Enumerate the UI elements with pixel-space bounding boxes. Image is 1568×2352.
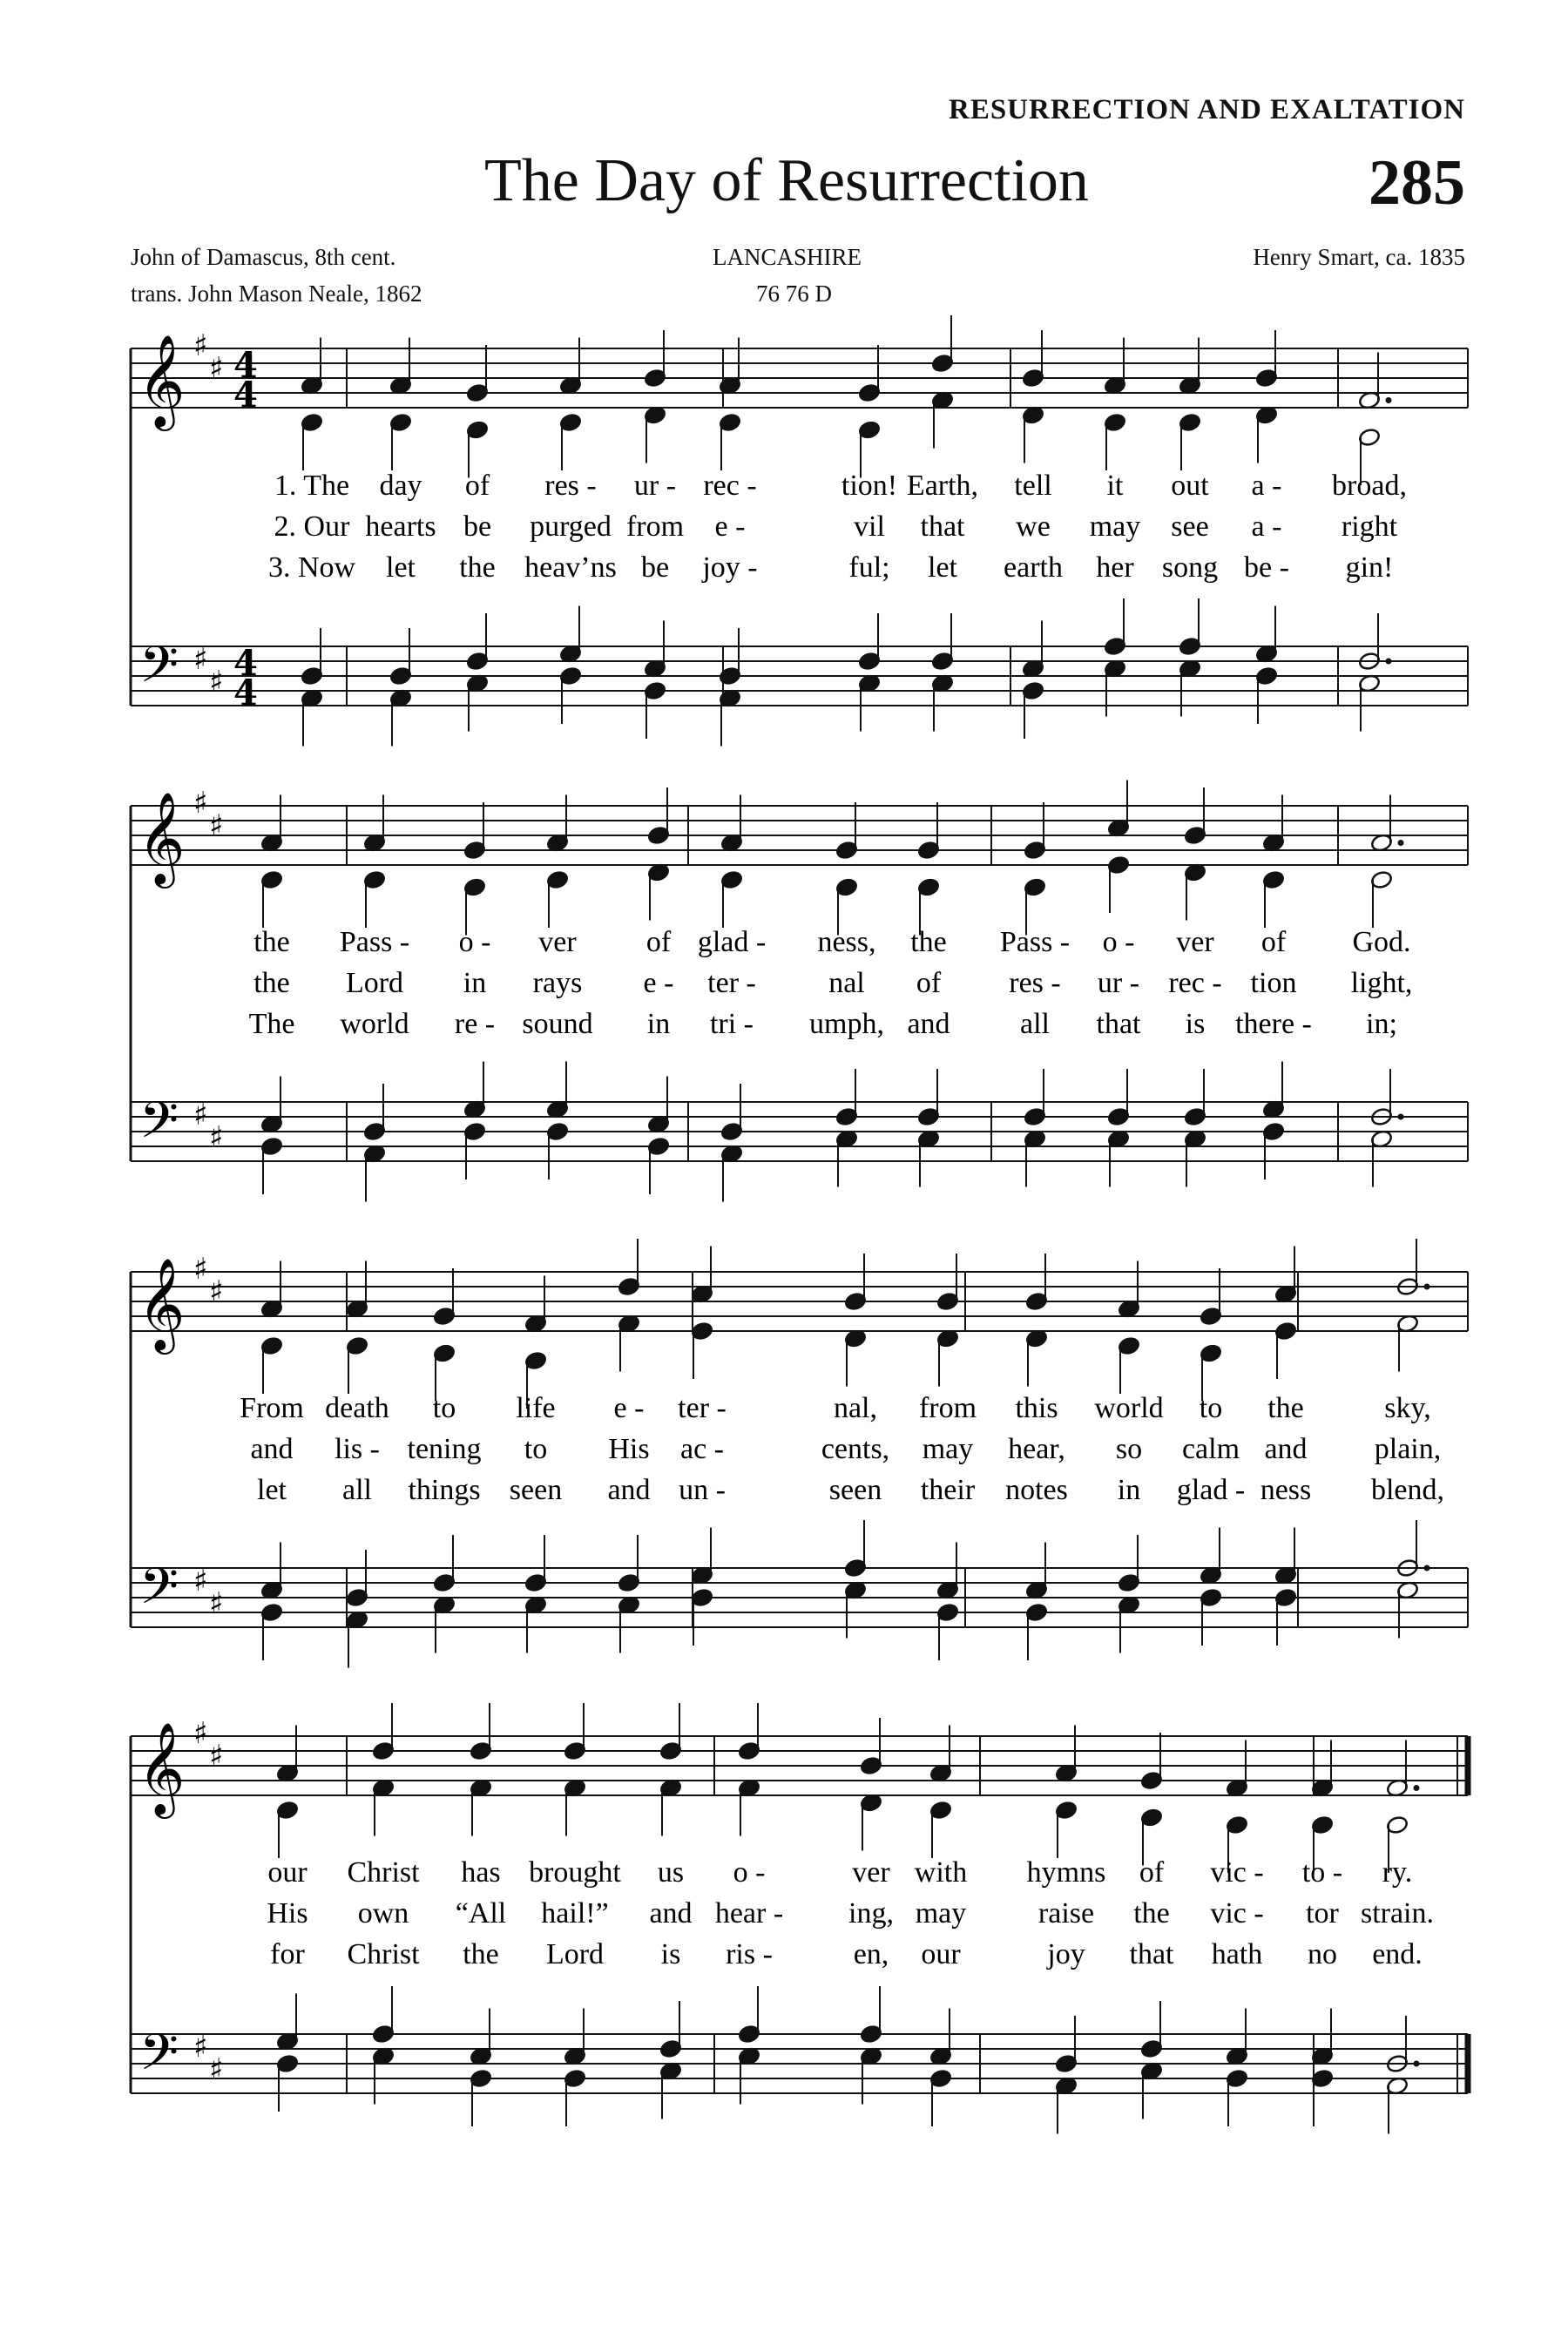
lyric-syllable: her <box>1096 551 1134 584</box>
lyric-syllable: things <box>408 1474 481 1506</box>
lyric-syllable: may <box>915 1897 967 1930</box>
lyric-syllable: to - <box>1301 1856 1343 1889</box>
lyric-syllable: lis - <box>335 1433 380 1465</box>
bass-clef-icon: 𝄢 <box>139 635 179 706</box>
lyric-syllable: o - <box>458 926 491 958</box>
time-signature-icon: 4 <box>233 375 258 416</box>
lyric-syllable: in <box>463 967 487 999</box>
lyric-syllable: a - <box>1251 510 1282 543</box>
lyric-syllable: joy - <box>702 551 758 584</box>
lyric-syllable: let <box>386 551 416 584</box>
lyric-syllable: un - <box>679 1474 726 1506</box>
lyric-syllable: the <box>910 926 947 958</box>
lyric-syllable: sky, <box>1384 1392 1431 1424</box>
key-sharp-icon: ♯ <box>193 2030 208 2065</box>
lyric-syllable: in <box>1117 1474 1141 1506</box>
lyric-syllable: Pass - <box>339 926 410 958</box>
lyric-syllable: right <box>1341 510 1398 543</box>
dot <box>1386 659 1392 665</box>
key-sharp-icon: ♯ <box>209 808 224 843</box>
bass-staff-4 <box>131 2034 1468 2093</box>
dot <box>1414 1785 1420 1791</box>
lyric-syllable: end. <box>1372 1938 1423 1970</box>
lyric-syllable: hearts <box>365 510 436 543</box>
lyric-syllable: the <box>1267 1392 1304 1424</box>
lyric-syllable: with <box>914 1856 968 1889</box>
composer-credit: Henry Smart, ca. 1835 <box>1253 244 1465 270</box>
lyric-syllable: 3. Now <box>267 551 356 584</box>
lyric-syllable: all <box>342 1474 372 1506</box>
lyric-syllable: Lord <box>345 967 404 999</box>
lyric-syllable: it <box>1106 470 1124 502</box>
lyric-syllable: purged <box>530 510 612 543</box>
lyric-syllable: the <box>253 967 290 999</box>
lyric-syllable: en, <box>853 1938 889 1970</box>
lyric-syllable: we <box>1016 510 1051 543</box>
lyric-syllable: ing, <box>848 1897 894 1930</box>
time-signature-icon: 4 <box>233 643 258 684</box>
key-sharp-icon: ♯ <box>209 1120 224 1155</box>
lyric-syllable: e - <box>714 510 746 543</box>
treble-staff-4 <box>131 1736 1468 1795</box>
lyric-syllable: life <box>516 1392 556 1424</box>
tune-name: LANCASHIRE <box>713 244 862 270</box>
lyric-syllable: nal <box>828 967 865 999</box>
lyric-syllable: own <box>357 1897 409 1930</box>
lyric-syllable: to <box>432 1392 456 1424</box>
lyric-syllable: there - <box>1235 1008 1312 1040</box>
lyric-syllable: to <box>524 1433 548 1465</box>
lyric-syllable: ur - <box>1097 967 1140 999</box>
lyric-syllable: gin! <box>1345 551 1394 584</box>
lyric-syllable: Earth, <box>906 470 979 502</box>
lyric-syllable: the <box>1133 1897 1170 1930</box>
treble-clef-icon: 𝄞 <box>138 791 186 884</box>
lyric-syllable: ter - <box>707 967 756 999</box>
lyric-syllable: and <box>907 1008 950 1040</box>
lyric-syllable: seen <box>509 1474 563 1506</box>
lyric-syllable: earth <box>1004 551 1063 584</box>
lyric-syllable: that <box>1129 1938 1174 1970</box>
lyric-syllable: so <box>1115 1433 1143 1465</box>
lyric-syllable: e - <box>613 1392 645 1424</box>
lyric-syllable: tening <box>407 1433 482 1465</box>
lyric-syllable: sound <box>522 1008 593 1040</box>
lyric-syllable: 1. The <box>274 470 350 502</box>
key-sharp-icon: ♯ <box>209 1586 224 1621</box>
key-sharp-icon: ♯ <box>193 642 208 677</box>
lyric-syllable: world <box>1094 1392 1164 1424</box>
lyric-syllable: calm <box>1181 1433 1240 1465</box>
lyric-syllable: ur - <box>633 470 677 502</box>
treble-clef-icon: 𝄞 <box>138 1721 186 1815</box>
lyric-syllable: ver <box>1176 926 1214 958</box>
lyric-syllable: nal, <box>833 1392 878 1424</box>
lyric-syllable: From <box>240 1392 304 1424</box>
lyric-syllable: of <box>645 926 672 958</box>
lyric-syllable: may <box>1089 510 1141 543</box>
lyric-syllable: of <box>916 967 942 999</box>
lyric-syllable: Lord <box>545 1938 605 1970</box>
lyric-syllable: see <box>1171 510 1209 543</box>
lyric-syllable: tell <box>1014 470 1052 502</box>
lyric-syllable: rec - <box>703 470 757 502</box>
lyric-syllable: be - <box>1244 551 1289 584</box>
lyric-syllable: o - <box>733 1856 766 1889</box>
lyric-syllable: ver <box>852 1856 890 1889</box>
lyric-syllable: “All <box>455 1897 507 1930</box>
lyric-syllable: res - <box>544 470 597 502</box>
dot <box>1414 2061 1420 2067</box>
lyric-syllable: in; <box>1366 1008 1397 1040</box>
lyric-syllable: umph, <box>809 1008 884 1040</box>
treble-clef-icon: 𝄞 <box>138 334 186 427</box>
lyric-syllable: light, <box>1350 967 1413 999</box>
meter: 76 76 D <box>756 280 832 307</box>
lyric-syllable: hear - <box>714 1897 784 1930</box>
lyric-syllable: tion <box>1250 967 1297 999</box>
lyric-syllable: has <box>461 1856 501 1889</box>
lyric-syllable: glad - <box>697 926 767 958</box>
lyric-syllable: this <box>1015 1392 1058 1424</box>
lyric-syllable: His <box>267 1897 308 1930</box>
lyric-syllable: strain. <box>1360 1897 1435 1930</box>
bass-clef-icon: 𝄢 <box>139 2023 179 2094</box>
lyric-syllable: all <box>1020 1008 1050 1040</box>
lyric-syllable: o - <box>1102 926 1135 958</box>
lyric-syllable: the <box>459 551 496 584</box>
lyric-syllable: us <box>657 1856 685 1889</box>
lyric-syllable: and <box>250 1433 294 1465</box>
lyric-syllable: and <box>1264 1433 1308 1465</box>
lyric-syllable: and <box>607 1474 651 1506</box>
dot <box>1398 840 1404 846</box>
key-sharp-icon: ♯ <box>209 2052 224 2087</box>
lyric-syllable: tor <box>1306 1897 1339 1930</box>
time-signature-icon: 4 <box>233 672 258 713</box>
lyric-syllable: our <box>921 1938 961 1970</box>
key-sharp-icon: ♯ <box>193 1252 208 1287</box>
lyric-syllable: hymns <box>1026 1856 1106 1889</box>
lyric-syllable: ful; <box>848 551 890 584</box>
lyric-syllable: ver <box>538 926 577 958</box>
treble-staff-2 <box>131 806 1468 865</box>
lyric-syllable: of <box>1260 926 1287 958</box>
lyric-syllable: song <box>1161 551 1219 584</box>
lyric-syllable: our <box>267 1856 308 1889</box>
lyric-syllable: a - <box>1251 470 1282 502</box>
lyric-syllable: day <box>379 470 422 502</box>
key-sharp-icon: ♯ <box>193 786 208 821</box>
lyric-syllable: be <box>463 510 492 543</box>
lyric-syllable: hear, <box>1008 1433 1065 1465</box>
lyric-syllable: His <box>608 1433 650 1465</box>
lyric-syllable: ry. <box>1382 1856 1413 1889</box>
lyric-syllable: the <box>463 1938 499 1970</box>
hymn-title: The Day of Resurrection <box>484 147 1089 214</box>
lyric-syllable: be <box>640 551 670 584</box>
key-sharp-icon: ♯ <box>209 665 224 700</box>
bass-staff-3 <box>131 1568 1468 1627</box>
dot <box>1424 1565 1430 1571</box>
bass-clef-icon: 𝄢 <box>139 1091 179 1162</box>
lyric-syllable: their <box>920 1474 976 1506</box>
lyric-syllable: notes <box>1005 1474 1068 1506</box>
lyric-syllable: and <box>649 1897 693 1930</box>
lyric-syllable: broad, <box>1332 470 1407 502</box>
lyric-syllable: ness, <box>817 926 876 958</box>
lyric-syllable: the <box>253 926 290 958</box>
dot <box>1424 1284 1430 1290</box>
lyric-syllable: Christ <box>347 1856 420 1889</box>
treble-clef-icon: 𝄞 <box>138 1257 186 1350</box>
treble-staff-3 <box>131 1272 1468 1331</box>
lyric-syllable: cents, <box>821 1433 890 1465</box>
lyric-syllable: vil <box>854 510 885 543</box>
lyric-syllable: to <box>1199 1392 1223 1424</box>
lyric-syllable: in <box>646 1008 671 1040</box>
lyric-syllable: that <box>920 510 965 543</box>
lyric-syllable: is <box>660 1938 681 1970</box>
lyric-syllable: brought <box>529 1856 621 1889</box>
lyric-syllable: no <box>1308 1938 1337 1970</box>
lyric-syllable: from <box>625 510 685 543</box>
lyric-syllable: ac - <box>679 1433 725 1465</box>
lyric-syllable: out <box>1171 470 1209 502</box>
lyric-syllable: seen <box>828 1474 882 1506</box>
section-heading: RESURRECTION AND EXALTATION <box>948 94 1465 125</box>
lyric-syllable: plain, <box>1374 1433 1442 1465</box>
lyric-syllable: glad - <box>1176 1474 1246 1506</box>
key-sharp-icon: ♯ <box>209 351 224 386</box>
lyric-syllable: tri - <box>709 1008 754 1040</box>
lyric-syllable: let <box>257 1474 287 1506</box>
time-signature-icon: 4 <box>233 345 258 386</box>
lyric-syllable: hath <box>1211 1938 1263 1970</box>
lyric-syllable: rays <box>532 967 583 999</box>
lyric-syllable: world <box>340 1008 409 1040</box>
lyric-syllable: of <box>1139 1856 1165 1889</box>
lyric-syllable: res - <box>1009 967 1061 999</box>
lyric-syllable: vic - <box>1210 1897 1264 1930</box>
lyric-syllable: from <box>918 1392 977 1424</box>
key-sharp-icon: ♯ <box>209 1739 224 1774</box>
lyric-syllable: heav’ns <box>524 551 617 584</box>
key-sharp-icon: ♯ <box>193 1716 208 1751</box>
hymn-number: 285 <box>1369 147 1465 219</box>
lyric-syllable: ris - <box>726 1938 773 1970</box>
lyric-syllable: death <box>325 1392 389 1424</box>
lyric-syllable: hail!” <box>541 1897 609 1930</box>
lyric-syllable: The <box>248 1008 295 1040</box>
lyric-syllable: rec - <box>1168 967 1222 999</box>
lyric-syllable: tion! <box>841 470 898 502</box>
lyric-syllable: ness <box>1260 1474 1312 1506</box>
lyric-syllable: joy <box>1047 1938 1085 1970</box>
lyric-syllable: that <box>1096 1008 1141 1040</box>
lyric-syllable: Christ <box>347 1938 420 1970</box>
lyric-syllable: God. <box>1352 926 1411 958</box>
lyric-syllable: for <box>270 1938 305 1970</box>
text-author-credit: John of Damascus, 8th cent. <box>131 244 396 270</box>
key-sharp-icon: ♯ <box>193 1564 208 1598</box>
key-sharp-icon: ♯ <box>193 328 208 363</box>
dot <box>1398 1114 1404 1120</box>
lyric-syllable: Pass - <box>999 926 1071 958</box>
lyric-syllable: ter - <box>678 1392 727 1424</box>
lyric-syllable: of <box>464 470 490 502</box>
lyric-syllable: blend, <box>1370 1474 1445 1506</box>
lyric-syllable: vic - <box>1210 1856 1264 1889</box>
lyric-syllable: 2. Our <box>274 510 350 543</box>
lyric-syllable: raise <box>1037 1897 1095 1930</box>
lyric-syllable: let <box>928 551 957 584</box>
lyric-syllable: re - <box>454 1008 496 1040</box>
key-sharp-icon: ♯ <box>209 1274 224 1309</box>
lyric-syllable: is <box>1185 1008 1206 1040</box>
lyric-syllable: e - <box>643 967 674 999</box>
dot <box>1386 397 1392 403</box>
lyric-syllable: may <box>922 1433 974 1465</box>
translator-credit: trans. John Mason Neale, 1862 <box>131 280 422 307</box>
bass-clef-icon: 𝄢 <box>139 1557 179 1628</box>
key-sharp-icon: ♯ <box>193 1098 208 1132</box>
